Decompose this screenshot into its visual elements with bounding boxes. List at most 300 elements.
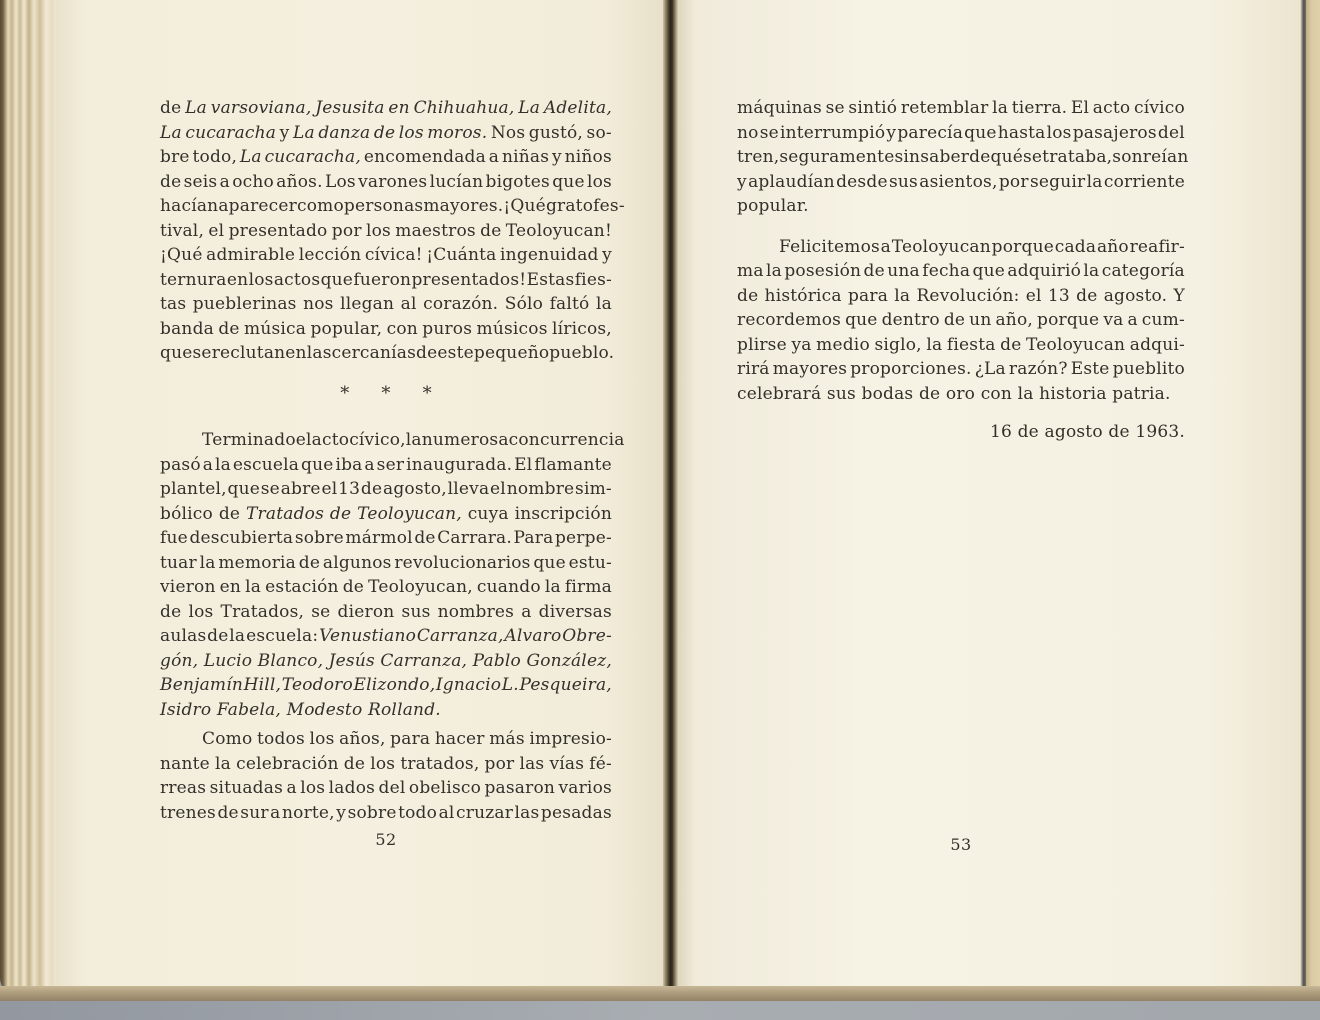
word: cum-	[1141, 310, 1185, 330]
word: pueblo.	[549, 343, 615, 363]
word: aulas	[160, 626, 207, 646]
word: Adelita,	[543, 98, 612, 118]
word: máquinas	[737, 98, 822, 118]
word: fueron	[353, 269, 412, 290]
word: Terminado	[202, 430, 296, 450]
word: Teodoro	[281, 675, 353, 695]
word: en	[226, 269, 249, 290]
text-line	[737, 170, 1185, 195]
word: Tratados	[246, 503, 325, 524]
word: qué	[990, 147, 1023, 167]
word: cercanías	[331, 343, 417, 363]
word: cívica!	[364, 245, 423, 265]
word: todo	[398, 802, 438, 823]
word: cívico	[1133, 98, 1185, 118]
word: las	[514, 802, 540, 823]
text-line	[160, 673, 612, 698]
word: ma	[737, 261, 764, 281]
word: la	[926, 334, 943, 355]
word: Ignacio	[435, 675, 502, 695]
word: el	[321, 479, 338, 499]
word: norte,	[281, 802, 335, 823]
word: la	[245, 577, 262, 597]
word: personas	[343, 196, 424, 216]
word: varones	[358, 171, 428, 192]
word: el	[295, 430, 312, 450]
word: recordemos	[737, 310, 842, 330]
word: de	[863, 261, 885, 281]
word: Teoloyucan,	[368, 577, 473, 597]
word: nante	[160, 753, 210, 774]
word: en	[219, 577, 242, 597]
word: de	[217, 802, 239, 823]
word: Teoloyucan	[1026, 334, 1126, 355]
word: fue	[160, 528, 188, 548]
word: rreas	[160, 778, 207, 798]
word: los	[188, 601, 214, 622]
word: a	[286, 778, 297, 798]
word: años,	[339, 729, 386, 749]
word: Tratados,	[220, 601, 305, 622]
word: actos	[273, 269, 321, 290]
word: situadas	[209, 778, 284, 798]
word: a	[521, 601, 532, 622]
word: pequeño	[473, 343, 550, 363]
word: la	[215, 753, 232, 774]
text-line	[160, 428, 625, 453]
word: con	[386, 318, 418, 339]
word: encomendada	[363, 147, 486, 167]
word: sobre	[294, 528, 344, 548]
word: lección	[298, 245, 362, 265]
word: pasajeros	[1072, 122, 1157, 143]
word: mayores	[772, 359, 848, 379]
word: sintió	[848, 98, 898, 118]
word: de	[218, 318, 240, 339]
word: Carranza,	[380, 650, 468, 671]
word: que	[533, 552, 566, 573]
word: como	[296, 196, 344, 216]
text-line	[160, 219, 612, 244]
word: Jesusita	[315, 98, 385, 118]
word: cucaracha,	[264, 147, 361, 167]
word: reafir-	[1129, 236, 1185, 257]
word: razón?	[1008, 359, 1068, 379]
word: Jesús	[328, 650, 375, 671]
word: plantel,	[160, 479, 227, 499]
word: gustó,	[528, 122, 584, 143]
word: ingenuidad	[500, 245, 599, 265]
text-line	[160, 96, 612, 121]
word: tren,	[737, 147, 780, 167]
text-line	[160, 194, 625, 219]
word: estación	[265, 577, 339, 597]
word: fé-	[589, 753, 612, 774]
word: pueblito	[1112, 359, 1185, 379]
book-gutter	[663, 0, 678, 994]
word: se	[759, 122, 779, 143]
word: porque	[991, 236, 1054, 257]
word: abre	[280, 479, 321, 499]
word: maestros	[395, 220, 476, 241]
word: inscripción	[514, 503, 612, 524]
word: nos	[303, 294, 334, 314]
word: saber	[920, 147, 970, 167]
word: tival,	[160, 220, 205, 241]
word: iba	[335, 454, 363, 475]
word: asientos,	[919, 171, 998, 192]
text-run: Isidro Fabela, Modesto Rolland.	[160, 699, 441, 720]
word: pesadas	[540, 802, 612, 823]
word: flamante	[534, 454, 612, 475]
word: el	[208, 220, 225, 241]
word: que	[964, 122, 997, 143]
word: hacían	[160, 196, 219, 216]
word: de	[416, 343, 438, 363]
text-line	[737, 235, 1185, 260]
word: los	[300, 778, 326, 798]
word: del	[378, 778, 406, 798]
date-line: 16 de agosto de 1963.	[989, 422, 1185, 442]
word: el	[1025, 285, 1042, 306]
text-run: celebrará sus bodas de oro con la historia patria.	[737, 383, 1171, 404]
word: escuela:	[246, 626, 319, 646]
word: plirse	[737, 334, 787, 355]
word: ya	[791, 334, 812, 355]
text-line	[160, 502, 612, 527]
word: inaugurada.	[406, 454, 513, 475]
word: un	[969, 310, 992, 330]
word: a	[270, 802, 281, 823]
paragraph	[160, 96, 625, 366]
asterisk: *	[381, 382, 391, 404]
word: una	[887, 261, 920, 281]
word: revolucionarios	[394, 552, 531, 573]
text-line	[160, 243, 612, 268]
word: bre	[160, 147, 190, 167]
word: la	[405, 430, 422, 450]
word: a	[488, 147, 500, 167]
text-line	[160, 145, 612, 170]
left-page-text	[160, 96, 625, 825]
word: Revolución:	[916, 285, 1020, 306]
text-line	[160, 752, 612, 777]
word: fes-	[593, 196, 625, 216]
word: dieron	[337, 601, 395, 622]
word: de	[943, 310, 966, 330]
book-cover-edge-right	[1306, 0, 1320, 998]
word: todo,	[192, 147, 238, 167]
word: los	[309, 729, 335, 749]
word: Estas	[526, 269, 575, 290]
word: Teoloyucan!	[505, 220, 612, 241]
word: lucían	[429, 171, 484, 192]
word: de	[737, 285, 759, 306]
word: sobre	[347, 802, 397, 823]
word: la	[894, 285, 911, 306]
word: La	[518, 98, 541, 118]
word: que	[320, 269, 354, 290]
word: rirá	[737, 359, 770, 379]
page-number-left: 52	[375, 830, 397, 849]
word: llegan	[340, 294, 395, 314]
word: puros	[422, 318, 473, 339]
word: danza	[318, 122, 371, 143]
word: algunos	[322, 552, 392, 573]
text-line	[737, 121, 1185, 146]
word: fiesta	[946, 334, 996, 355]
text-line	[160, 624, 612, 649]
word: La	[292, 122, 315, 143]
word: va	[1103, 310, 1124, 330]
word: se	[260, 479, 280, 499]
word: interrumpió	[779, 122, 886, 143]
word: moros.	[427, 122, 488, 143]
word: so-	[586, 122, 612, 143]
word: tratados,	[400, 753, 480, 774]
word: de	[342, 577, 365, 597]
text-line	[160, 121, 612, 146]
word: ¡Cuánta	[426, 245, 497, 265]
word: trenes	[160, 802, 216, 823]
word: ser	[376, 454, 405, 475]
word: Carranza,	[416, 626, 504, 646]
word: de	[969, 147, 991, 167]
word: a	[219, 171, 230, 192]
word: las	[519, 753, 545, 774]
word: aplaudían	[748, 171, 835, 192]
word: mayores.	[423, 196, 504, 216]
word: parecía	[897, 122, 964, 143]
word: se	[311, 601, 331, 622]
word: pasó	[160, 454, 201, 475]
word: músicos	[476, 318, 548, 339]
word: que	[160, 343, 193, 363]
word: de	[1000, 334, 1022, 355]
word: la	[214, 454, 231, 475]
word: vieron	[160, 577, 216, 597]
text-line	[737, 145, 1189, 170]
word: ternura	[160, 269, 227, 290]
word: cuya	[467, 503, 509, 524]
word: a	[202, 454, 214, 475]
word: firma	[564, 577, 612, 597]
word: la	[766, 261, 782, 281]
word: mármol	[345, 528, 413, 548]
word: sin	[894, 147, 921, 167]
text-line	[160, 292, 612, 317]
word: presentados!	[411, 269, 527, 290]
word: memoria	[218, 552, 296, 573]
paragraph	[737, 235, 1185, 407]
word: Los	[324, 171, 356, 192]
text-line	[160, 477, 612, 502]
word: sus	[888, 171, 918, 192]
word: agosto.	[1103, 285, 1168, 306]
text-line	[737, 382, 1185, 407]
text-line	[737, 194, 1185, 219]
word: vías	[549, 753, 585, 774]
word: por	[998, 171, 1029, 192]
word: nombre	[506, 479, 575, 499]
text-line	[160, 776, 612, 801]
word: y	[737, 171, 747, 192]
word: dentro	[881, 310, 940, 330]
word: los	[370, 753, 396, 774]
word: por	[331, 220, 362, 241]
text-line	[160, 453, 612, 478]
word: niñas	[501, 147, 550, 167]
word: 13	[338, 479, 361, 499]
word: para	[847, 285, 889, 306]
word: proporciones.	[850, 359, 972, 379]
word: de	[480, 220, 502, 241]
word: Alvaro	[504, 626, 562, 646]
word: de	[160, 171, 182, 192]
word: grato	[545, 196, 594, 216]
word: Pesqueira,	[519, 675, 612, 695]
word: las	[306, 343, 332, 363]
word: año	[1096, 236, 1129, 257]
word: tuar	[160, 552, 197, 573]
word: ¡Qué	[503, 196, 546, 216]
word: lleva	[447, 479, 490, 499]
word: Teoloyucan,	[357, 503, 462, 524]
word: siglo,	[874, 334, 922, 355]
word: se	[1022, 147, 1043, 167]
word: Como	[202, 729, 253, 749]
word: de	[373, 122, 396, 143]
word: adqui-	[1129, 334, 1185, 355]
word: y	[279, 122, 290, 143]
section-separator	[160, 382, 612, 407]
word: y	[886, 122, 897, 143]
word: aparecer	[218, 196, 297, 216]
word: para	[390, 729, 431, 749]
word: de	[1076, 285, 1098, 306]
word: los	[365, 220, 391, 241]
word: la	[229, 626, 246, 646]
word: de	[207, 626, 229, 646]
word: Blanco,	[257, 650, 324, 671]
text-line	[737, 259, 1185, 284]
word: y	[336, 802, 347, 823]
word: cívico,	[349, 430, 406, 450]
word: retemblar	[900, 98, 989, 118]
word: se	[192, 343, 212, 363]
word: pasaron	[484, 778, 556, 798]
word: banda	[160, 318, 214, 339]
word: los	[398, 122, 424, 143]
word: Elizondo,	[353, 675, 436, 695]
word: que	[552, 171, 585, 192]
stacked-page-edges-left	[0, 0, 56, 994]
text-line	[160, 268, 612, 293]
word: hasta	[997, 122, 1046, 143]
text-line	[160, 801, 612, 826]
text-line	[160, 698, 612, 723]
word: más	[489, 729, 525, 749]
text-line	[737, 357, 1185, 382]
word: numerosa	[421, 430, 509, 450]
word: Obre-	[562, 626, 612, 646]
word: Venustiano	[319, 626, 417, 646]
word: tas	[160, 294, 187, 314]
word: sim-	[575, 479, 612, 499]
word: Sólo	[504, 294, 544, 314]
word: bigotes	[485, 171, 550, 192]
word: que	[301, 454, 334, 475]
word: Para	[513, 528, 554, 548]
word: y	[602, 245, 612, 265]
word: presentado	[228, 220, 328, 241]
text-line	[160, 649, 612, 674]
word: escuela	[232, 454, 300, 475]
word: Nos	[490, 122, 526, 143]
word: Chihuahua,	[413, 98, 515, 118]
text-line	[160, 341, 615, 366]
paragraph	[160, 727, 612, 825]
word: obelisco	[408, 778, 482, 798]
word: Hill,	[243, 675, 282, 695]
word: corriente	[1103, 171, 1185, 192]
word: medio	[816, 334, 870, 355]
word: a	[1127, 310, 1138, 330]
word: nombres	[437, 601, 515, 622]
word: porque	[1036, 310, 1100, 330]
word: el	[490, 479, 506, 499]
word: los	[586, 171, 612, 192]
word: categoría	[1101, 261, 1185, 281]
word: pueblerinas	[192, 294, 297, 314]
word: de	[218, 503, 241, 524]
word: la	[1086, 171, 1103, 192]
text-line	[737, 284, 1185, 309]
word: La	[160, 122, 182, 143]
word: al	[400, 294, 417, 314]
word: de	[360, 479, 383, 499]
word: admirable	[206, 245, 296, 265]
word: Carrara.	[437, 528, 512, 548]
word: de	[160, 601, 182, 622]
word: la	[595, 294, 612, 314]
word: cruzar	[456, 802, 514, 823]
word: impresio-	[529, 729, 612, 749]
word: celebración	[236, 753, 339, 774]
word: se	[825, 98, 845, 118]
word: por	[484, 753, 515, 774]
asterisk: *	[422, 382, 432, 404]
scan-background-strip	[0, 1001, 1320, 1020]
word: al	[438, 802, 455, 823]
word: a	[880, 236, 892, 257]
word: Teoloyucan	[891, 236, 991, 257]
word: ¡Qué	[160, 245, 203, 265]
word: música	[244, 318, 307, 339]
word: de	[329, 503, 352, 524]
word: la	[1083, 261, 1100, 281]
word: posesión	[784, 261, 862, 281]
text-line	[160, 526, 612, 551]
paragraph	[737, 96, 1189, 219]
word: 13	[1047, 285, 1070, 306]
word: ¿La	[974, 359, 1006, 379]
text-line	[160, 575, 612, 600]
word: faltó	[549, 294, 590, 314]
word: gón,	[160, 650, 199, 671]
word: y	[551, 147, 562, 167]
text-line	[737, 308, 1185, 333]
